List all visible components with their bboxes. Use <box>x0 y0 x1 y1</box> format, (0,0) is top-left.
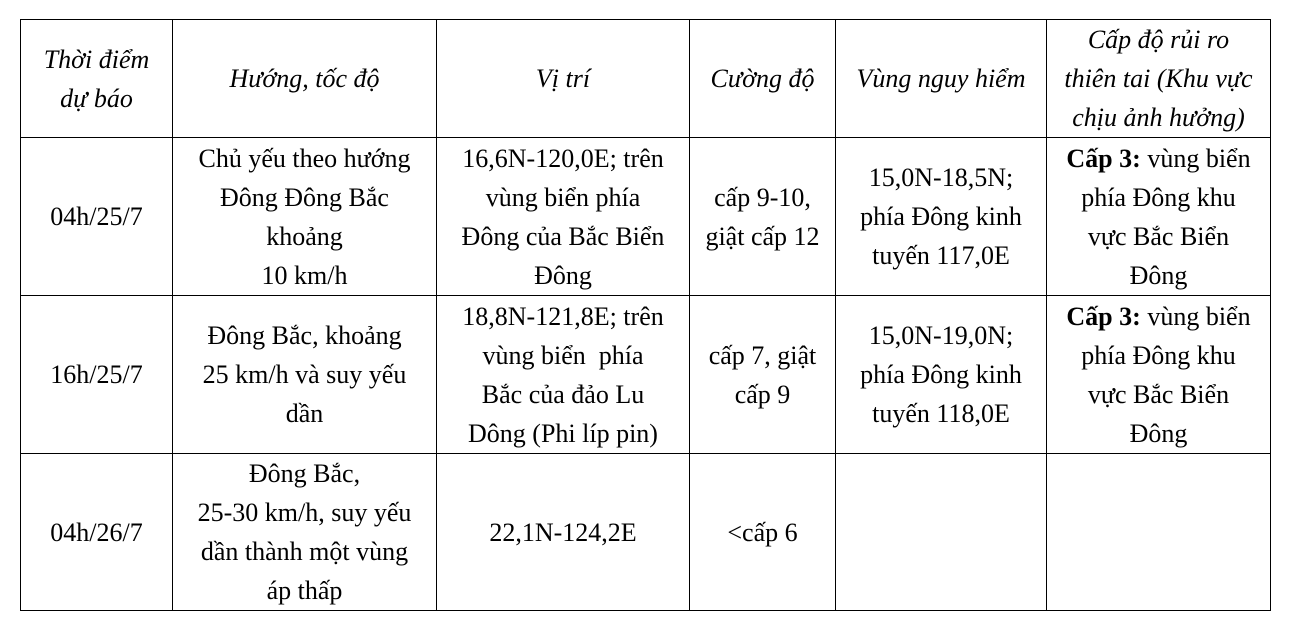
cell-text: Chủ yếu theo hướng <box>198 143 411 173</box>
cell-text: cấp 9-10, <box>714 182 811 212</box>
header-text: Cường độ <box>710 64 815 93</box>
header-text: Vị trí <box>535 64 591 93</box>
header-forecast-time <box>21 20 173 138</box>
cell-text: Đông <box>1129 418 1188 448</box>
cell-text: 16h/25/7 <box>50 360 143 389</box>
cell-text: tuyến 118,0E <box>872 399 1010 428</box>
cell-direction <box>173 296 437 454</box>
cell-position <box>437 296 690 454</box>
header-risk-level <box>1047 20 1271 138</box>
cell-text: giật cấp 12 <box>705 221 820 251</box>
table-row <box>21 296 1271 454</box>
cell-text: vùng biển <box>1140 301 1251 331</box>
cell-text: 15,0N-18,5N; <box>868 163 1014 192</box>
cell-text: 22,1N-124,2E <box>489 517 637 547</box>
header-text: Hướng, tốc độ <box>229 64 380 93</box>
cell-text: Đông Đông Bắc <box>220 182 389 212</box>
cell-text: 25 km/h và suy yếu <box>202 360 407 389</box>
cell-text <box>1049 297 1268 336</box>
cell-text: áp thấp <box>266 576 343 605</box>
cell-text: Đông <box>1129 260 1188 290</box>
cell-text: 15,0N-19,0N; <box>868 321 1014 350</box>
table-row <box>21 454 1271 611</box>
cell-text: Bắc của đảo Lu <box>481 379 645 409</box>
cell-text <box>1049 139 1268 178</box>
cell-text: vùng biển phía <box>482 340 644 370</box>
cell-text: 04h/26/7 <box>50 517 143 547</box>
cell-text: Đông Bắc, <box>248 459 361 488</box>
cell-intensity <box>690 138 836 296</box>
cell-position <box>437 454 690 611</box>
cell-danger-zone <box>836 454 1047 611</box>
cell-position <box>437 138 690 296</box>
cell-risk-level <box>1047 454 1271 611</box>
cell-time <box>21 454 173 611</box>
cell-text: phía Đông khu <box>1081 340 1236 370</box>
cell-text: cấp 9 <box>734 379 791 409</box>
cell-time <box>21 138 173 296</box>
cell-risk-level <box>1047 296 1271 454</box>
cell-direction <box>173 454 437 611</box>
header-danger-zone <box>836 20 1047 138</box>
cell-text: 04h/25/7 <box>50 202 143 231</box>
cell-risk-level <box>1047 138 1271 296</box>
cell-text: vùng biển <box>1140 143 1251 173</box>
cell-text: dần <box>285 399 324 428</box>
cell-direction <box>173 138 437 296</box>
table-row <box>21 138 1271 296</box>
forecast-table <box>20 19 1271 611</box>
cell-text: Dông (Phi líp pin) <box>468 418 658 448</box>
cell-text: phía Đông kinh <box>860 202 1022 231</box>
cell-text: Đông Bắc, khoảng <box>207 321 402 350</box>
header-text: chịu ảnh hưởng) <box>1072 103 1245 132</box>
header-text: Thời điểm <box>43 44 150 74</box>
cell-text: dần thành một vùng <box>200 537 409 566</box>
cell-text: vùng biển phía <box>485 182 641 212</box>
cell-text: 18,8N-121,8E; trên <box>462 301 664 331</box>
cell-text: 10 km/h <box>261 260 348 290</box>
header-text: Cấp độ rủi ro <box>1087 25 1230 54</box>
header-text: dự báo <box>60 83 133 113</box>
cell-text: Đông <box>534 260 592 290</box>
cell-text: khoảng <box>266 221 343 251</box>
cell-danger-zone <box>836 296 1047 454</box>
cell-text: <cấp 6 <box>727 517 798 547</box>
cell-text: cấp 7, giật <box>708 340 817 370</box>
cell-text: Đông của Bắc Biển <box>461 221 665 251</box>
cell-intensity <box>690 296 836 454</box>
cell-intensity <box>690 454 836 611</box>
header-direction-speed <box>173 20 437 138</box>
header-position <box>437 20 690 138</box>
risk-level-label: Cấp 3: <box>1066 143 1141 173</box>
cell-text: 16,6N-120,0E; trên <box>462 143 664 173</box>
cell-text: tuyến 117,0E <box>872 241 1010 270</box>
risk-level-label: Cấp 3: <box>1066 301 1141 331</box>
cell-text: vực Bắc Biển <box>1087 221 1230 251</box>
table-header-row <box>21 20 1271 138</box>
cell-time <box>21 296 173 454</box>
cell-text: phía Đông kinh <box>860 360 1022 389</box>
cell-text: phía Đông khu <box>1081 182 1236 212</box>
cell-text: 25-30 km/h, suy yếu <box>197 498 412 527</box>
header-text: thiên tai (Khu vực <box>1064 64 1253 93</box>
cell-text: vực Bắc Biển <box>1087 379 1230 409</box>
cell-danger-zone <box>836 138 1047 296</box>
header-intensity <box>690 20 836 138</box>
header-text: Vùng nguy hiểm <box>856 64 1026 93</box>
